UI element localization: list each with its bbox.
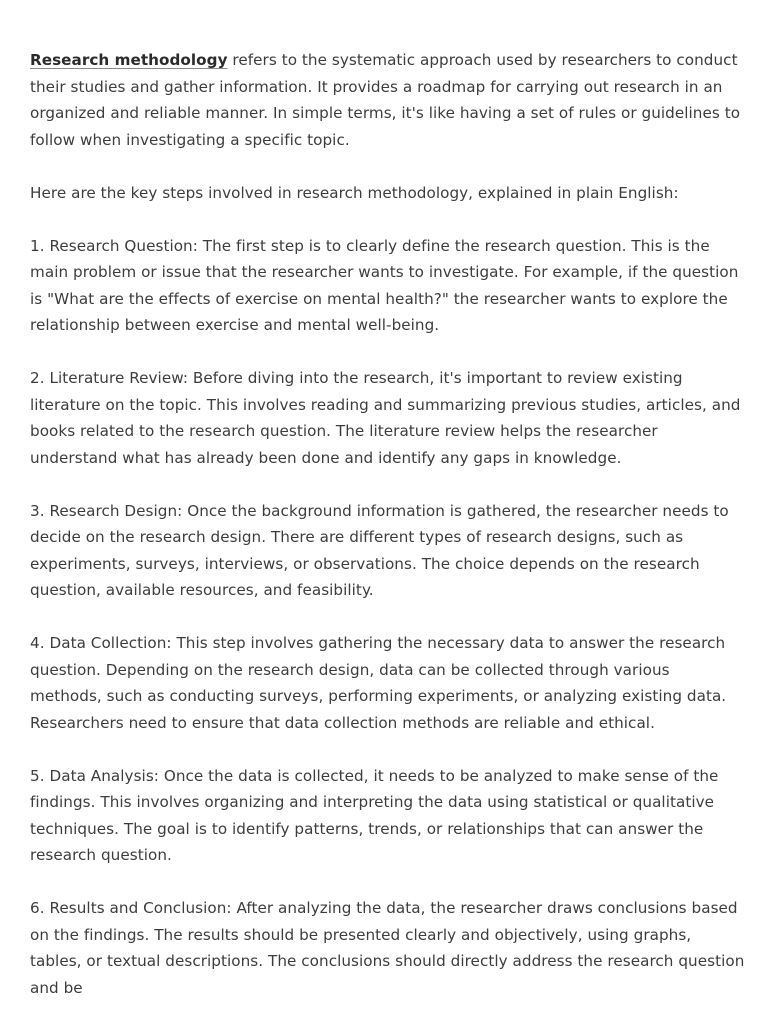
intro-text: refers to the systematic approach used by researchers to conduct their studies and gather information. It provides a roadmap for carrying out research in an organized and reliable manner. In simple terms, it's like having a set of rules or guidelines to follow when investigating a specific topic.	[30, 51, 741, 149]
step-data-analysis: 5. Data Analysis: Once the data is collected, it needs to be analyzed to make sense of the findings. This involves organizing and interpreting the data using statistical or qualitative techniques. The goal is to identify patterns, trends, or relationships that can answer the research question.	[30, 766, 719, 864]
research-methodology-link[interactable]: Research methodology	[30, 51, 228, 69]
lead-paragraph: Here are the key steps involved in research methodology, explained in plain English:	[30, 183, 679, 202]
step-data-collection: 4. Data Collection: This step involves gathering the necessary data to answer the research question. Depending on the research design, data can be collected through various methods, such as conducting surveys, performing experiments, or analyzing existing data. Researchers need to ensure that data collection methods are reliable and ethical.	[30, 634, 727, 732]
article-body	[30, 47, 746, 1028]
step-research-design: 3. Research Design: Once the background information is gathered, the researcher needs to decide on the research design. There are different types of research designs, such as experiments, surveys, interviews, or observations. The choice depends on the research question, available resources, and feasibility.	[30, 501, 729, 599]
intro-paragraph	[30, 47, 746, 153]
step-research-question: 1. Research Question: The first step is to clearly define the research question. This is the main problem or issue that the researcher wants to investigate. For example, if the question is "What are the effects of exercise on mental health?" the researcher wants to explore the relationship between exercise and mental well-being.	[30, 236, 739, 334]
step-literature-review: 2. Literature Review: Before diving into the research, it's important to review existing literature on the topic. This involves reading and summarizing previous studies, articles, and books related to the research question. The literature review helps the researcher understand what has already been done and identify any gaps in knowledge.	[30, 369, 741, 467]
step-results-conclusion: 6. Results and Conclusion: After analyzing the data, the researcher draws conclusions based on the findings. The results should be presented clearly and objectively, using graphs, tables, or textual descriptions. The conclusions should directly address the research question and be	[30, 899, 745, 997]
